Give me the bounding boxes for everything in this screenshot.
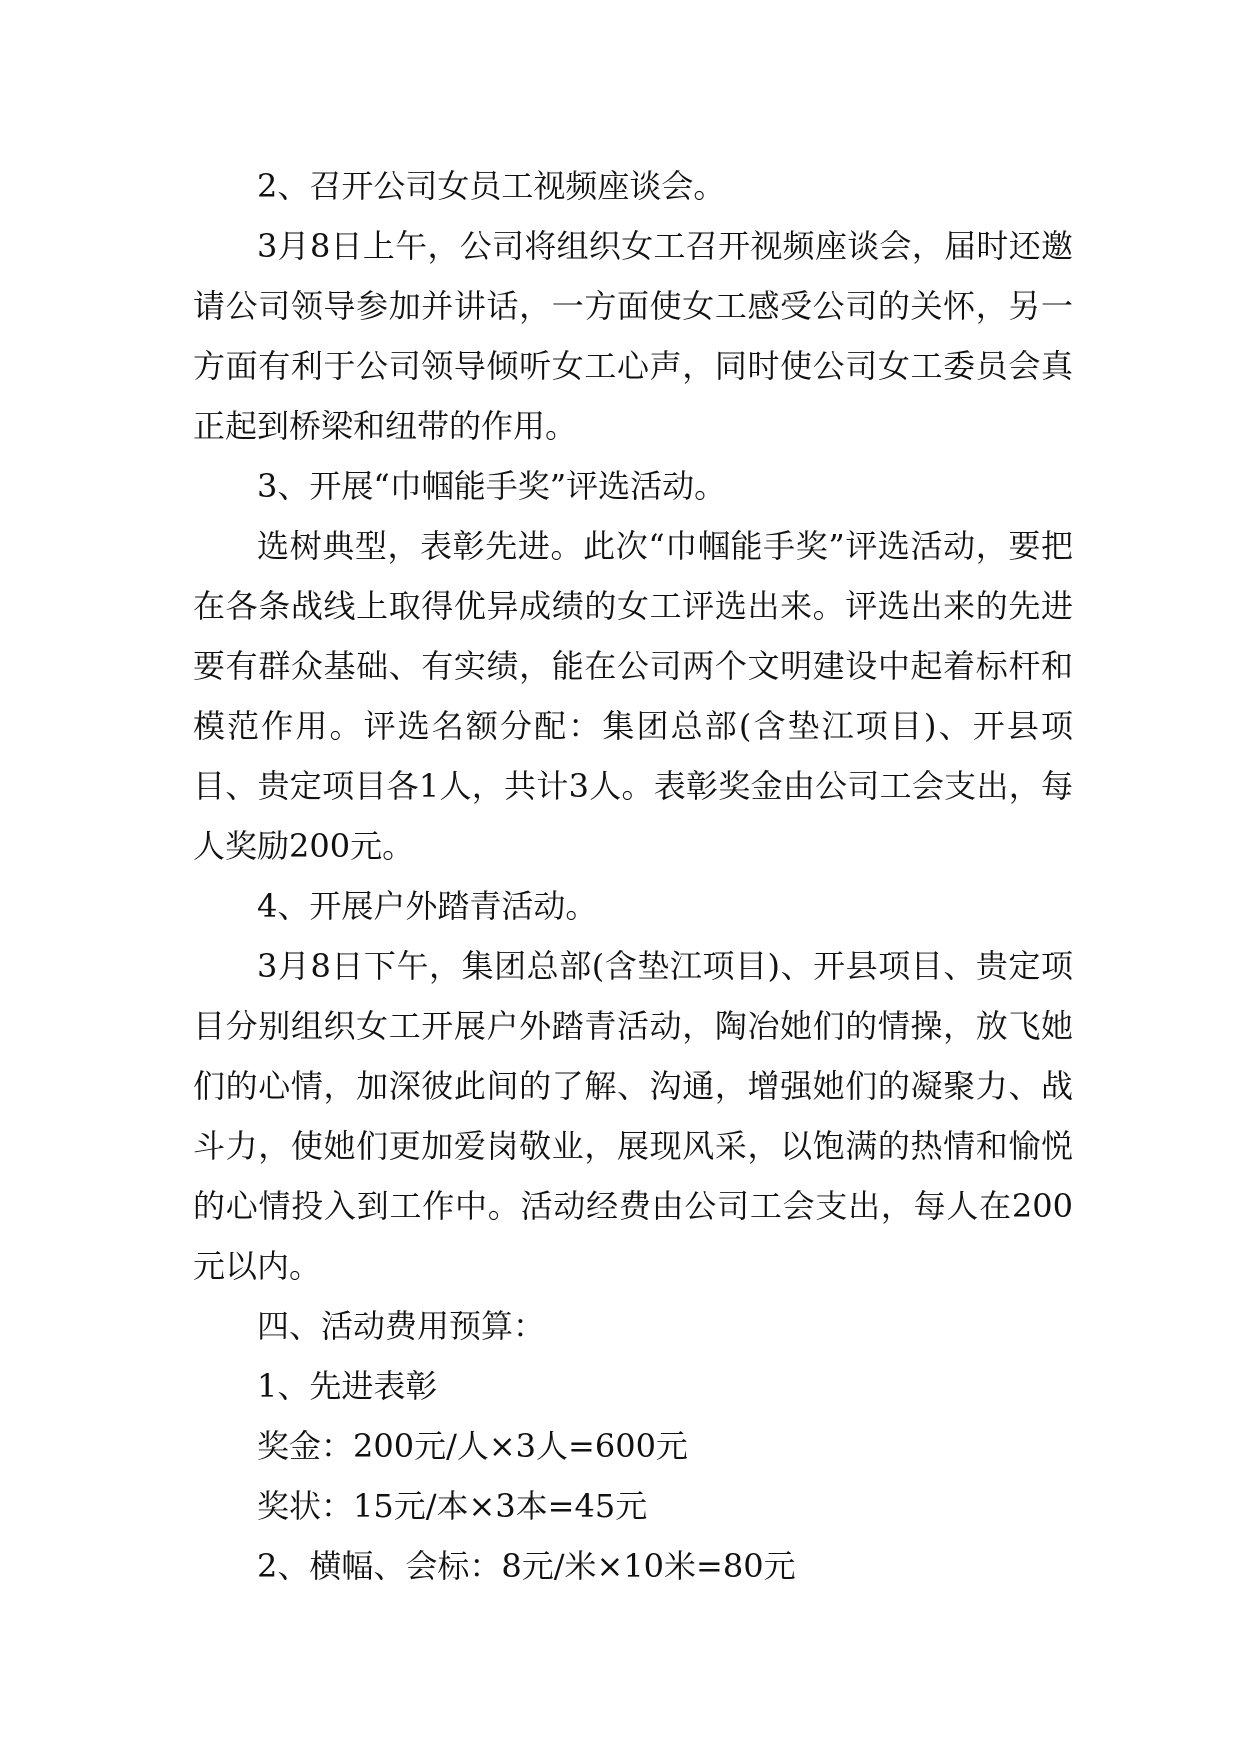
section-heading-outdoor-activity: 4、开展户外踏青活动。 [257, 887, 598, 925]
section-heading-video-forum: 2、召开公司女员工视频座谈会。 [257, 167, 726, 205]
paragraph-award-selection: 选树典型，表彰先进。此次“巾帼能手奖”评选活动，要把在各条战线上取得优异成绩的女工评选出来。评选出来的先进要有群众基础、有实绩，能在公司两个文明建设中起着标杆和模范作用。评选名额分配：集团总部(含垫江项目)、开县项目、贵定项目各1人，共计3人。表彰奖金由公司工会支出，每人奖励200元。 [193, 527, 1073, 865]
document-body [193, 156, 1073, 1596]
section-heading-budget: 四、活动费用预算： [257, 1307, 546, 1345]
budget-item-banners: 2、横幅、会标：8元/米×10米=80元 [257, 1547, 796, 1585]
budget-item-commendation: 1、先进表彰 [257, 1367, 438, 1405]
section-heading-award-selection: 3、开展“巾帼能手奖”评选活动。 [257, 467, 727, 505]
paragraph-outdoor-activity: 3月8日下午，集团总部(含垫江项目)、开县项目、贵定项目分别组织女工开展户外踏青活动，陶冶她们的情操，放飞她们的心情，加深彼此间的了解、沟通，增强她们的凝聚力、战斗力，使她们更加爱岗敬业，展现风采，以饱满的热情和愉悦的心情投入到工作中。活动经费由公司工会支出，每人在200元以内。 [193, 947, 1073, 1285]
paragraph-video-forum: 3月8日上午，公司将组织女工召开视频座谈会，届时还邀请公司领导参加并讲话，一方面使女工感受公司的关怀，另一方面有利于公司领导倾听女工心声，同时使公司女工委员会真正起到桥梁和纽带的作用。 [193, 227, 1073, 445]
budget-line-certificates: 奖状：15元/本×3本=45元 [257, 1487, 648, 1525]
budget-line-bonus: 奖金：200元/人×3人=600元 [257, 1427, 688, 1465]
